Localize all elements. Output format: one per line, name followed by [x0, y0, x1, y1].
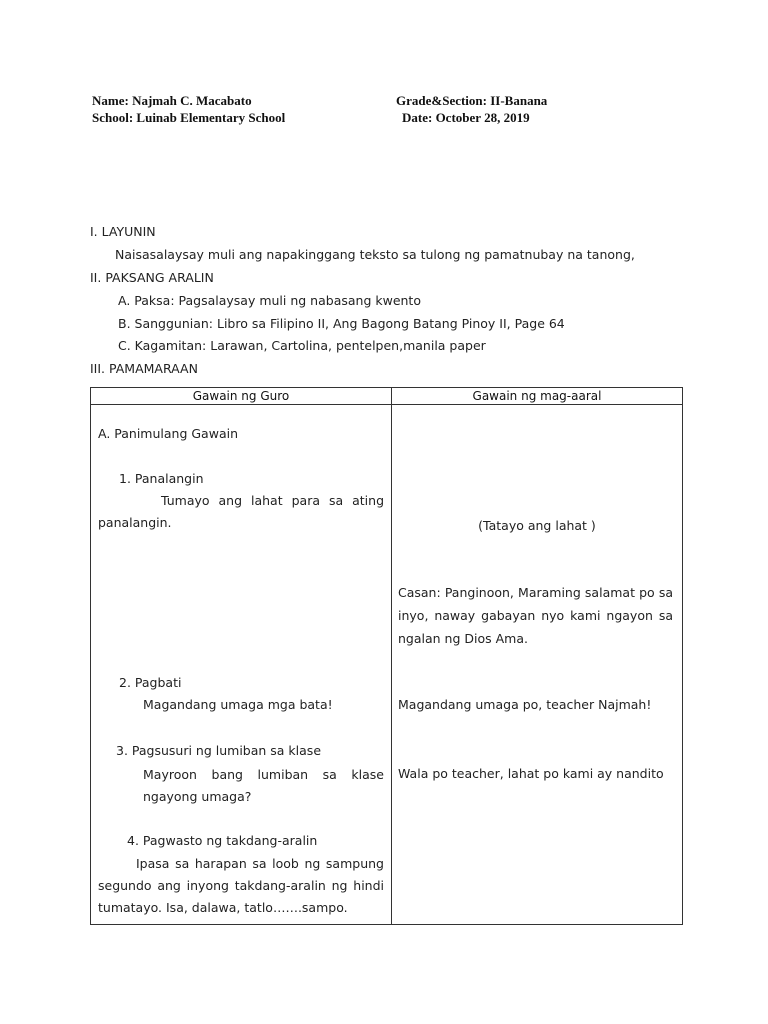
pagbati-text: Magandang umaga mga bata!	[143, 697, 333, 712]
student-name: Name: Najmah C. Macabato	[92, 93, 252, 108]
lesson-table	[90, 387, 683, 925]
pamamaraan-heading: III. PAMAMARAAN	[90, 361, 198, 376]
school-name: School: Luinab Elementary School	[92, 110, 286, 125]
panimula-heading: A. Panimulang Gawain	[98, 426, 238, 441]
pagwasto-heading: 4. Pagwasto ng takdang-aralin	[127, 833, 318, 848]
pagbati-heading: 2. Pagbati	[119, 675, 182, 690]
pagwasto-text: Ipasa sa harapan sa loob ng sampung segundo ang inyong takdang-aralin ng hindi tumatayo. Isa, dalawa, tatlo…….sampo.	[98, 856, 384, 915]
lesson-date: Date: October 28, 2019	[402, 110, 530, 125]
panalangin-text: Tumayo ang lahat para sa ating panalangin.	[98, 493, 384, 530]
paksa-item: A. Paksa: Pagsalaysay muli ng nabasang kwento	[118, 293, 421, 308]
paksang-heading: II. PAKSANG ARALIN	[90, 270, 214, 285]
pagsusuri-text: Mayroon bang lumiban sa klase ngayong umaga?	[143, 767, 384, 804]
teacher-column-header: Gawain ng Guro	[192, 389, 290, 403]
layunin-heading: I. LAYUNIN	[90, 224, 156, 239]
panalangin-heading: 1. Panalangin	[119, 471, 204, 486]
casan-prayer: Casan: Panginoon, Maraming salamat po sa inyo, naway gabayan nyo kami ngayon sa ngalan ng Dios Ama.	[398, 585, 673, 646]
sanggunian-item: B. Sanggunian: Libro sa Filipino II, Ang Bagong Batang Pinoy II, Page 64	[118, 316, 565, 331]
pagbati-reply: Magandang umaga po, teacher Najmah!	[398, 697, 652, 712]
pagsusuri-heading: 3. Pagsusuri ng lumiban sa klase	[116, 743, 322, 758]
layunin-text: Naisasalaysay muli ang napakinggang teksto sa tulong ng pamatnubay na tanong,	[115, 247, 635, 262]
grade-section: Grade&Section: II-Banana	[396, 93, 548, 108]
tatayo-response: (Tatayo ang lahat )	[478, 518, 596, 533]
header-divider	[91, 404, 682, 405]
student-column-header: Gawain ng mag-aaral	[472, 389, 602, 403]
absent-reply: Wala po teacher, lahat po kami ay nandito	[398, 766, 664, 781]
column-divider	[391, 388, 392, 924]
kagamitan-item: C. Kagamitan: Larawan, Cartolina, pentelpen,manila paper	[118, 338, 486, 353]
